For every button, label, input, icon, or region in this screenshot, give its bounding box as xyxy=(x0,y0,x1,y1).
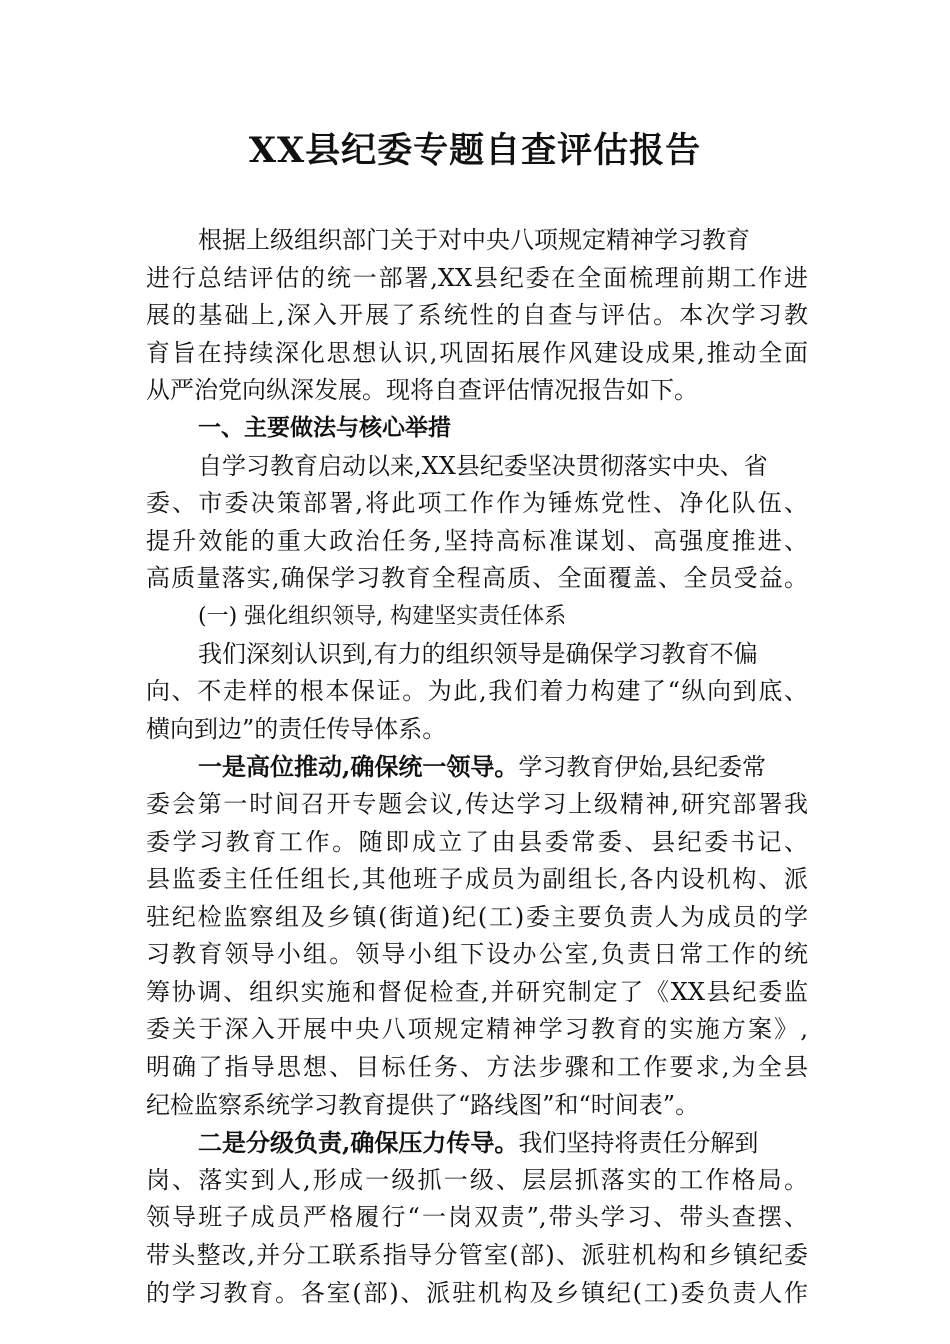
paragraph-line: 高质量落实,确保学习教育全程高质、全面覆盖、全员受益。 xyxy=(146,564,808,593)
paragraph-line: 县监委主任任组长,其他班子成员为副组长,各内设机构、派 xyxy=(146,865,808,894)
paragraph-line: 我们深刻认识到,有力的组织领导是确保学习教育不偏 xyxy=(198,639,758,668)
paragraph-line: 习教育领导小组。领导小组下设办公室,负责日常工作的统 xyxy=(146,940,808,969)
paragraph-text: 我们坚持将责任分解到 xyxy=(518,1129,759,1158)
paragraph-line: 领导班子成员严格履行“一岗双责”,带头学习、带头查摆、 xyxy=(146,1203,808,1232)
paragraph-line: 岗、落实到人,形成一级抓一级、层层抓落实的工作格局。 xyxy=(146,1165,808,1194)
paragraph-line: 明确了指导思想、目标任务、方法步骤和工作要求,为全县 xyxy=(146,1053,808,1082)
document-body xyxy=(146,222,808,1312)
document-title: XX县纪委专题自查评估报告 xyxy=(248,130,702,171)
paragraph-line: 纪检监察系统学习教育提供了“路线图”和“时间表”。 xyxy=(146,1090,700,1119)
subsection-heading: (一) 强化组织领导, 构建坚实责任体系 xyxy=(198,603,567,629)
paragraph-line xyxy=(146,748,808,786)
paragraph-line: 根据上级组织部门关于对中央八项规定精神学习教育 xyxy=(198,226,750,254)
paragraph-line: 提升效能的重大政治任务,坚持高标准谋划、高强度推进、 xyxy=(146,526,808,555)
paragraph-line: 育旨在持续深化思想认识,巩固拓展作风建设成果,推动全面 xyxy=(146,338,808,367)
section-heading: 一、主要做法与核心举措 xyxy=(198,414,451,441)
paragraph-line: 筹协调、组织实施和督促检查,并研究制定了《XX县纪委监 xyxy=(146,977,808,1006)
lead-in-text: 二是分级负责,确保压力传导。 xyxy=(198,1128,519,1158)
paragraph-line xyxy=(146,1124,808,1162)
lead-in-text: 一是高位推动,确保统一领导。 xyxy=(198,752,519,782)
paragraph-line: 带头整改,并分工联系指导分管室(部)、派驻机构和乡镇纪委 xyxy=(146,1241,808,1270)
paragraph-text: 学习教育伊始,县纪委常 xyxy=(518,753,766,782)
paragraph-line: 委关于深入开展中央八项规定精神学习教育的实施方案》, xyxy=(146,1015,808,1044)
paragraph-line: 委、市委决策部署,将此项工作作为锤炼党性、净化队伍、 xyxy=(146,489,808,518)
paragraph-line: 自学习教育启动以来,XX县纪委坚决贯彻落实中央、省 xyxy=(198,451,768,480)
paragraph-line: 从严治党向纵深发展。现将自查评估情况报告如下。 xyxy=(146,376,698,405)
paragraph-line: 委学习教育工作。随即成立了由县委常委、县纪委书记、 xyxy=(146,827,808,856)
paragraph-line: 委会第一时间召开专题会议,传达学习上级精神,研究部署我 xyxy=(146,789,808,818)
paragraph-line: 的学习教育。各室(部)、派驻机构及乡镇纪(工)委负责人作 xyxy=(146,1278,808,1307)
paragraph-line: 进行总结评估的统一部署,XX县纪委在全面梳理前期工作进 xyxy=(146,263,808,292)
paragraph-line: 向、不走样的根本保证。为此,我们着力构建了“纵向到底、 xyxy=(146,677,808,706)
paragraph-line: 横向到边”的责任传导体系。 xyxy=(146,714,447,743)
paragraph-line: 展的基础上,深入开展了系统性的自查与评估。本次学习教 xyxy=(146,301,808,330)
paragraph-line: 驻纪检监察组及乡镇(街道)纪(工)委主要负责人为成员的学 xyxy=(146,902,808,931)
